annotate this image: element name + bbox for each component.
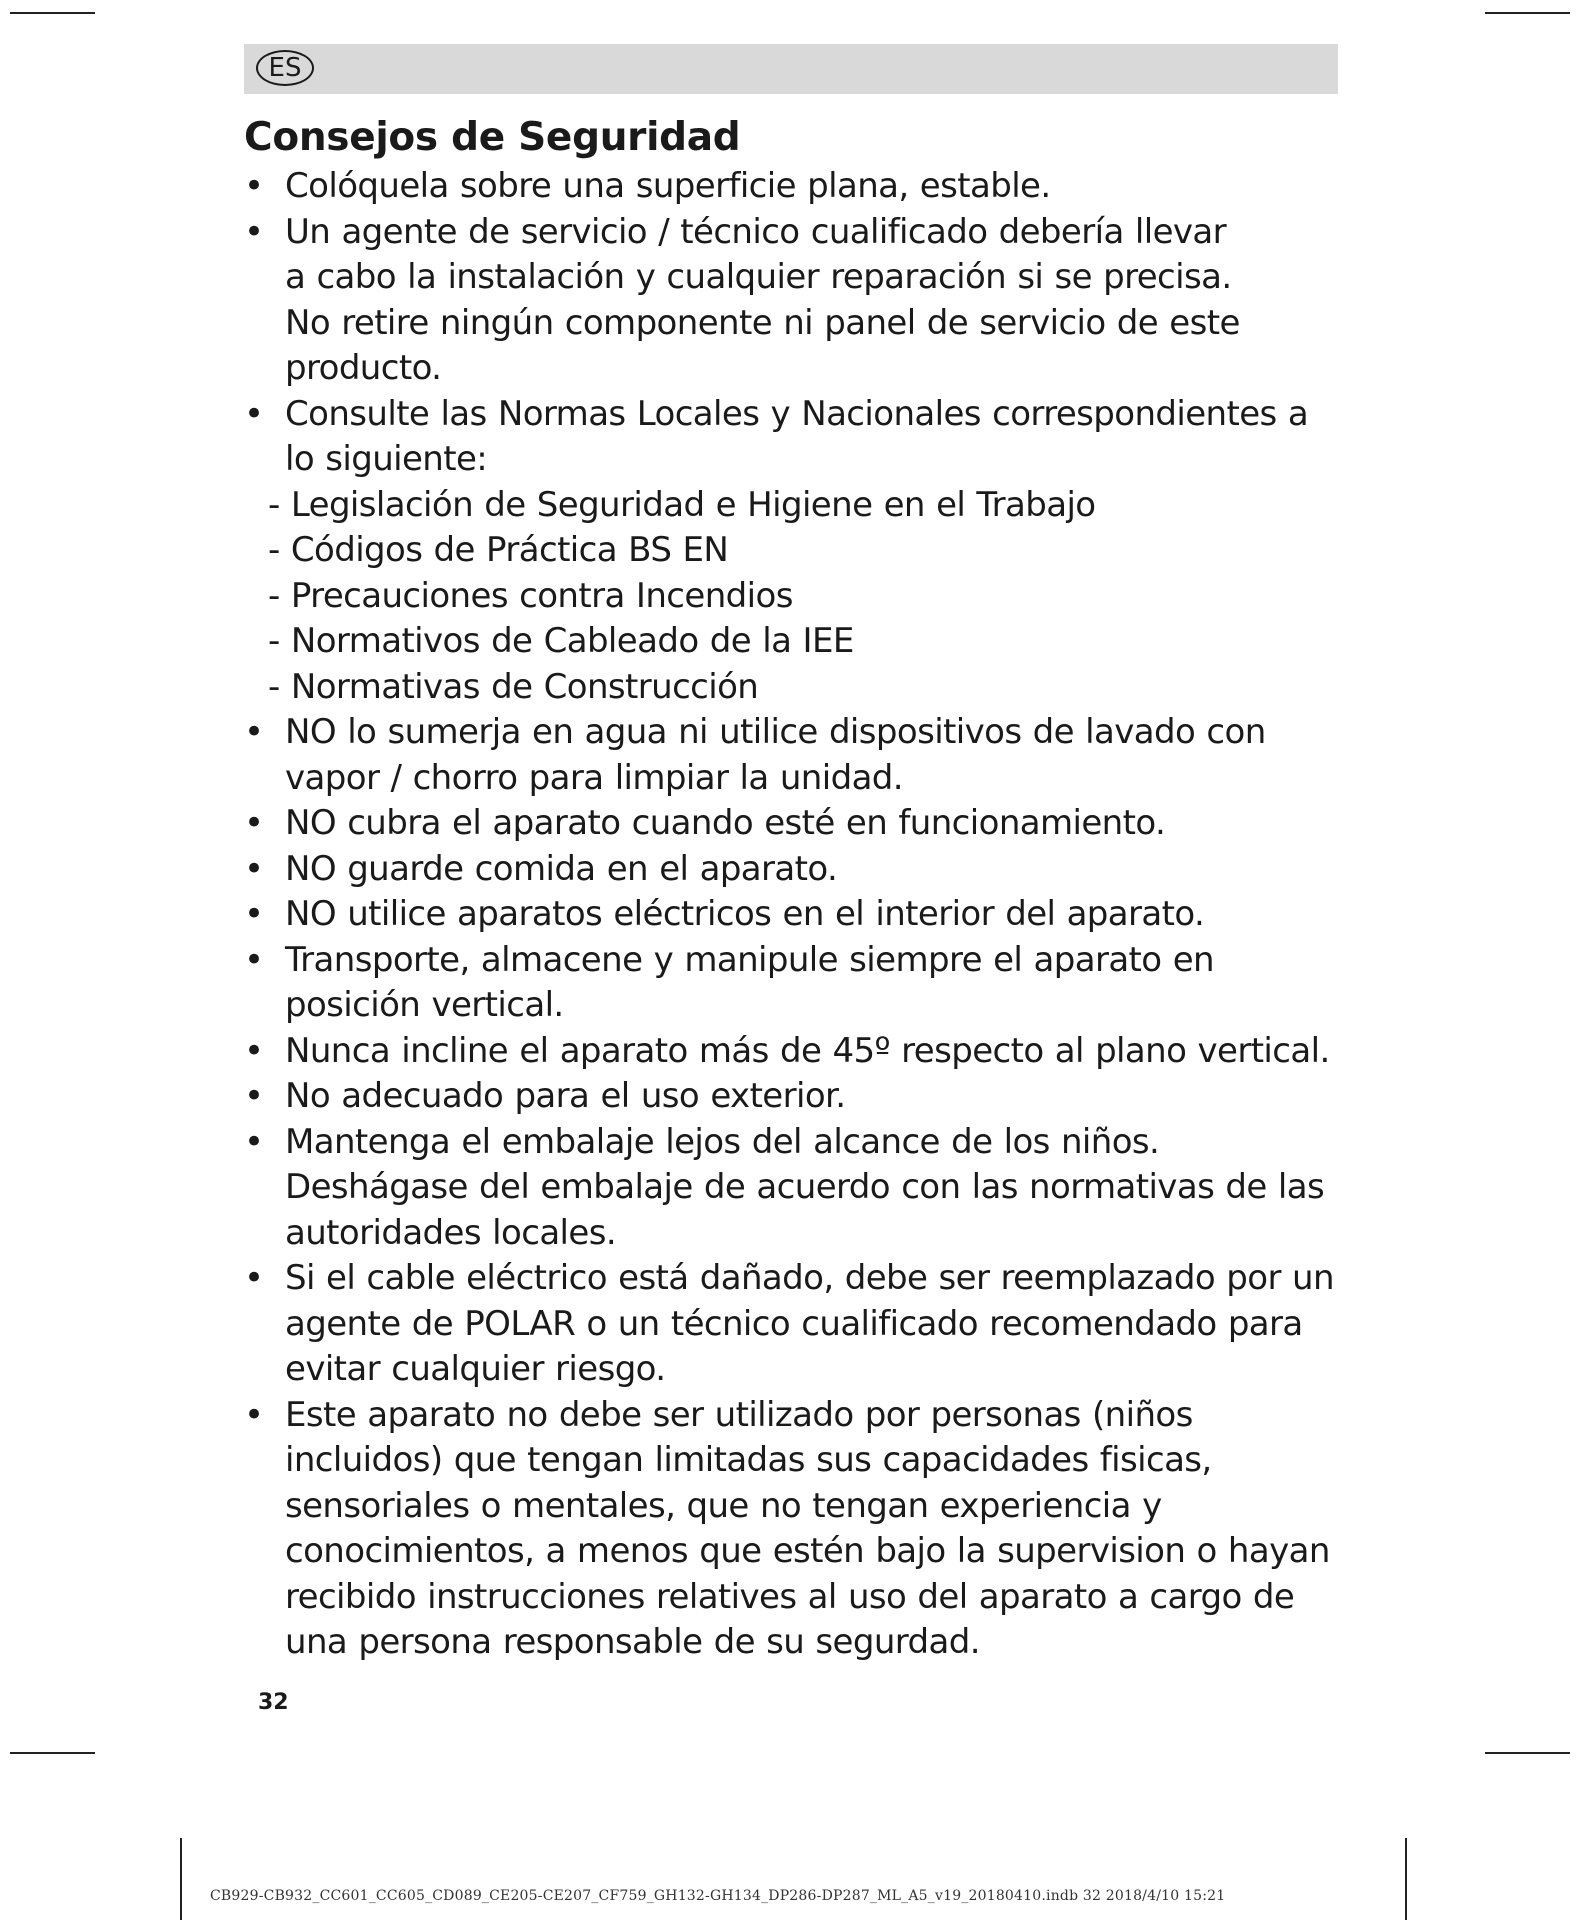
list-item — [244, 164, 1344, 210]
list-item — [244, 847, 1344, 893]
print-slug: CB929-CB932_CC601_CC605_CD089_CE205-CE207_CF759_GH132-GH134_DP286-DP287_ML_A5_v19_20180410.indb 32 2018/4/10 15:21 — [210, 1888, 1226, 1904]
list-item — [244, 1029, 1344, 1075]
sub-list-item: - Códigos de Práctica BS EN — [268, 530, 729, 570]
list-item-line: • Colóquela sobre una superficie plana, estable. — [285, 166, 1051, 206]
list-item — [244, 892, 1344, 938]
list-item-line: • NO guarde comida en el aparato. — [285, 848, 838, 889]
list-item-line: • Mantenga el embalaje lejos del alcance de los niños. — [285, 1121, 1160, 1162]
list-item — [244, 938, 1344, 1029]
crop-mark-top-right — [1485, 12, 1570, 14]
crop-mark-bottom-right — [1485, 1752, 1570, 1754]
language-header-bar — [244, 44, 1338, 94]
list-item-line: Deshágase del embalaje de acuerdo con las normativas de las — [285, 1167, 1325, 1207]
list-item — [244, 392, 1344, 483]
list-item-line: agente de POLAR o un técnico cualificado recomendado para — [285, 1303, 1303, 1344]
list-item-line: • NO lo sumerja en agua ni utilice dispositivos de lavado con — [285, 712, 1266, 752]
list-item-line: No retire ningún componente ni panel de servicio de este — [285, 302, 1240, 343]
list-item-line: • Consulte las Normas Locales y Nacionales correspondientes a — [285, 393, 1309, 434]
sub-list-item: - Precauciones contra Incendios — [268, 575, 793, 616]
list-item-line: • No adecuado para el uso exterior. — [285, 1076, 846, 1116]
list-item-line: conocimientos, a menos que estén bajo la supervision o hayan — [285, 1531, 1330, 1571]
crop-mark-bottom-left-vertical — [180, 1838, 182, 1920]
crop-mark-bottom-right-vertical — [1405, 1838, 1407, 1920]
list-item — [244, 1074, 1344, 1120]
crop-mark-bottom-left — [10, 1752, 95, 1754]
list-item-line: • Nunca incline el aparato más de 45º respecto al plano vertical. — [285, 1030, 1330, 1071]
list-item-line: recibido instrucciones relatives al uso del aparato a cargo de — [285, 1576, 1295, 1617]
list-item — [244, 801, 1344, 847]
list-item-line: • NO cubra el aparato cuando esté en funcionamiento. — [285, 803, 1166, 843]
list-item-line: evitar cualquier riesgo. — [285, 1349, 666, 1389]
list-item — [244, 210, 1344, 392]
list-item — [244, 1256, 1344, 1393]
sub-list-item: - Legislación de Seguridad e Higiene en el Trabajo — [268, 484, 1096, 525]
list-item — [244, 710, 1344, 801]
list-item — [244, 1393, 1344, 1666]
list-item-line: posición vertical. — [285, 985, 564, 1025]
language-badge: ES — [256, 50, 314, 86]
list-item — [244, 1120, 1344, 1257]
page-title: Consejos de Seguridad — [244, 115, 741, 160]
list-item-line: • NO utilice aparatos eléctricos en el interior del aparato. — [285, 894, 1205, 934]
sub-list-item: - Normativas de Construcción — [268, 666, 759, 707]
sub-list-item: - Normativos de Cableado de la IEE — [268, 621, 854, 661]
list-item-line: a cabo la instalación y cualquier reparación si se precisa. — [285, 257, 1232, 297]
list-item-line: una persona responsable de su segurdad. — [285, 1622, 980, 1662]
list-item-line: vapor / chorro para limpiar la unidad. — [285, 757, 903, 798]
list-item-line: producto. — [285, 348, 442, 388]
list-item-line: • Este aparato no debe ser utilizado por personas (niños — [285, 1394, 1193, 1435]
list-item-line: incluidos) que tengan limitadas sus capacidades fisicas, — [285, 1440, 1212, 1480]
page-number: 32 — [258, 1690, 289, 1715]
list-item-line: • Si el cable eléctrico está dañado, debe ser reemplazado por un — [285, 1258, 1334, 1298]
crop-mark-top-left — [10, 12, 95, 14]
list-item-line: sensoriales o mentales, que no tengan experiencia y — [285, 1485, 1162, 1526]
list-item-line: • Un agente de servicio / técnico cualificado debería llevar — [285, 211, 1227, 252]
list-item-line: autoridades locales. — [285, 1212, 617, 1253]
list-item-line: • Transporte, almacene y manipule siempre el aparato en — [285, 939, 1214, 980]
list-item-line: lo siguiente: — [285, 439, 488, 479]
safety-content — [244, 164, 1344, 1666]
